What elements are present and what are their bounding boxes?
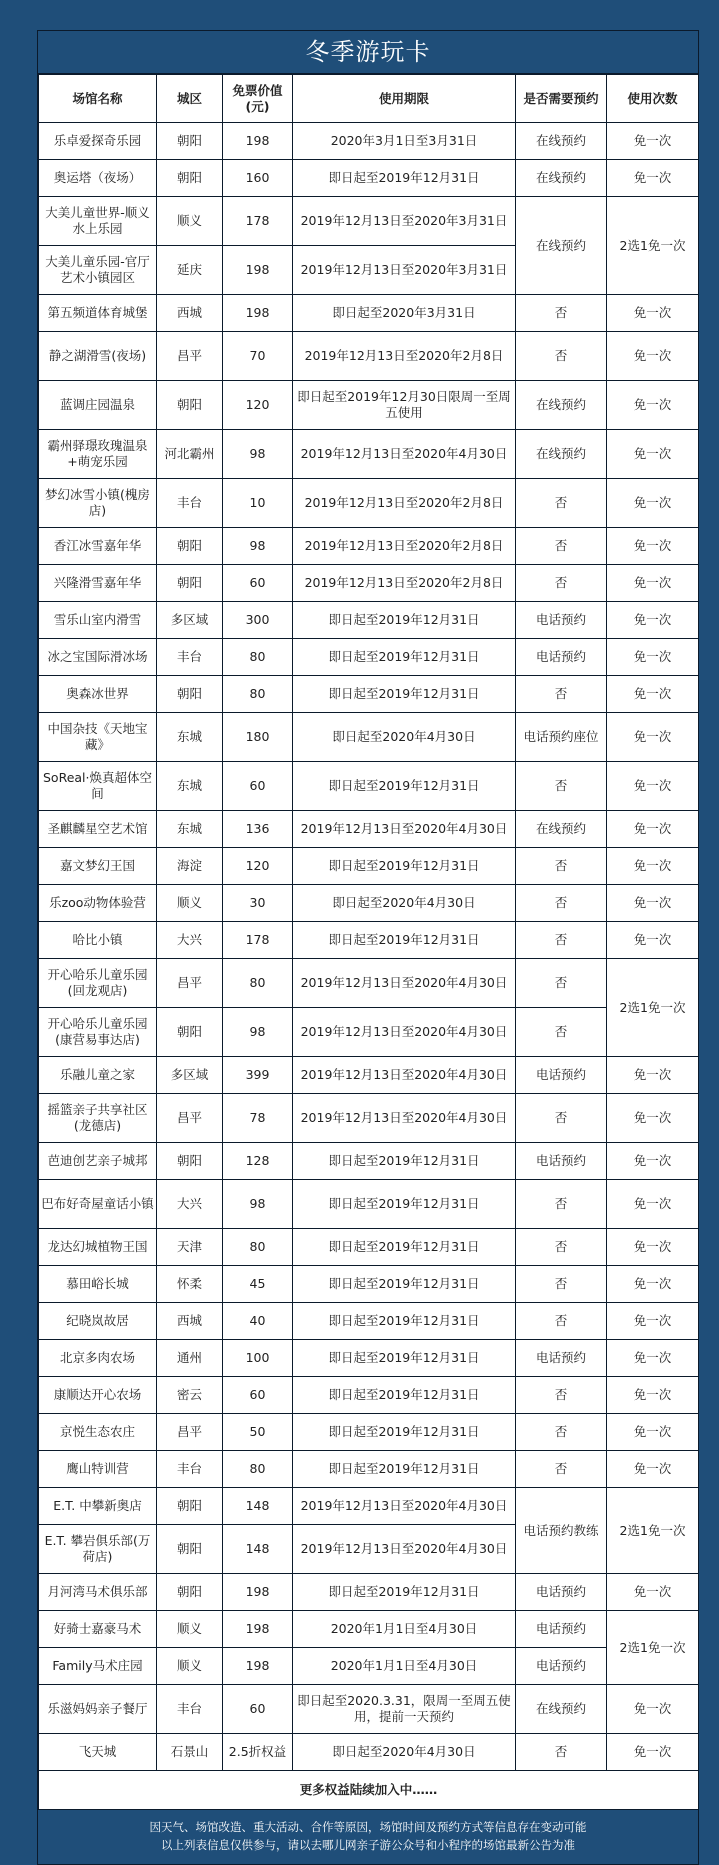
price-cell: 198 bbox=[223, 246, 293, 295]
usage-cell: 免一次 bbox=[607, 1180, 699, 1229]
booking-cell: 在线预约 bbox=[516, 381, 607, 430]
price-cell: 50 bbox=[223, 1414, 293, 1451]
table-row bbox=[39, 1685, 699, 1734]
district-cell: 丰台 bbox=[157, 1685, 223, 1734]
usage-cell: 免一次 bbox=[607, 565, 699, 602]
usage-cell: 免一次 bbox=[607, 922, 699, 959]
venue-name-cell: 月河湾马术俱乐部 bbox=[39, 1574, 157, 1611]
period-cell: 即日起至2019年12月31日 bbox=[293, 1377, 516, 1414]
district-cell: 河北霸州 bbox=[157, 430, 223, 479]
period-cell: 即日起至2019年12月31日 bbox=[293, 160, 516, 197]
usage-cell: 免一次 bbox=[607, 848, 699, 885]
district-cell: 朝阳 bbox=[157, 1488, 223, 1525]
venue-name-cell: 霸州驿璟玫瑰温泉+萌宠乐园 bbox=[39, 430, 157, 479]
venue-name-cell: 开心哈乐儿童乐园(回龙观店) bbox=[39, 959, 157, 1008]
venue-name-cell: 圣麒麟星空艺术馆 bbox=[39, 811, 157, 848]
usage-cell: 免一次 bbox=[607, 602, 699, 639]
venue-name-cell: 巴布好奇屋童话小镇 bbox=[39, 1180, 157, 1229]
district-cell: 朝阳 bbox=[157, 160, 223, 197]
period-cell: 即日起至2019年12月31日 bbox=[293, 1574, 516, 1611]
venue-name-cell: 北京多肉农场 bbox=[39, 1340, 157, 1377]
venue-name-cell: 乐卓爱探奇乐园 bbox=[39, 123, 157, 160]
district-cell: 顺义 bbox=[157, 197, 223, 246]
booking-cell: 否 bbox=[516, 1266, 607, 1303]
price-cell: 80 bbox=[223, 1451, 293, 1488]
price-cell: 80 bbox=[223, 1229, 293, 1266]
period-cell: 2019年12月13日至2020年2月8日 bbox=[293, 565, 516, 602]
booking-cell: 电话预约教练 bbox=[516, 1488, 607, 1574]
page-title: 冬季游玩卡 bbox=[38, 31, 698, 74]
district-cell: 西城 bbox=[157, 295, 223, 332]
price-cell: 60 bbox=[223, 1377, 293, 1414]
district-cell: 东城 bbox=[157, 713, 223, 762]
price-cell: 98 bbox=[223, 430, 293, 479]
table-row bbox=[39, 1266, 699, 1303]
district-cell: 密云 bbox=[157, 1377, 223, 1414]
price-cell: 198 bbox=[223, 1574, 293, 1611]
header-price-line2: (元) bbox=[245, 98, 270, 114]
price-cell: 40 bbox=[223, 1303, 293, 1340]
district-cell: 朝阳 bbox=[157, 1525, 223, 1574]
period-cell: 即日起至2019年12月31日 bbox=[293, 1180, 516, 1229]
table-row bbox=[39, 381, 699, 430]
district-cell: 丰台 bbox=[157, 479, 223, 528]
venue-name-cell: 开心哈乐儿童乐园(康营易事达店) bbox=[39, 1008, 157, 1057]
period-cell: 即日起至2019年12月31日 bbox=[293, 1303, 516, 1340]
more-row bbox=[39, 1771, 699, 1810]
header-usage: 使用次数 bbox=[607, 75, 699, 123]
usage-cell: 免一次 bbox=[607, 1734, 699, 1771]
venue-name-cell: 嘉文梦幻王国 bbox=[39, 848, 157, 885]
booking-cell: 否 bbox=[516, 922, 607, 959]
usage-cell: 免一次 bbox=[607, 332, 699, 381]
venue-name-cell: 飞天城 bbox=[39, 1734, 157, 1771]
venue-name-cell: E.T. 攀岩俱乐部(万荷店) bbox=[39, 1525, 157, 1574]
table-row bbox=[39, 1008, 699, 1057]
district-cell: 昌平 bbox=[157, 1414, 223, 1451]
district-cell: 朝阳 bbox=[157, 1143, 223, 1180]
usage-cell: 2选1免一次 bbox=[607, 1488, 699, 1574]
period-cell: 2019年12月13日至2020年2月8日 bbox=[293, 332, 516, 381]
usage-cell: 免一次 bbox=[607, 676, 699, 713]
district-cell: 丰台 bbox=[157, 639, 223, 676]
usage-cell: 免一次 bbox=[607, 639, 699, 676]
district-cell: 昌平 bbox=[157, 959, 223, 1008]
price-cell: 98 bbox=[223, 1008, 293, 1057]
usage-cell: 免一次 bbox=[607, 381, 699, 430]
price-cell: 10 bbox=[223, 479, 293, 528]
period-cell: 2019年12月13日至2020年4月30日 bbox=[293, 959, 516, 1008]
table-body bbox=[39, 123, 699, 1771]
table-row bbox=[39, 123, 699, 160]
booking-cell: 否 bbox=[516, 565, 607, 602]
table-row bbox=[39, 1451, 699, 1488]
usage-cell: 免一次 bbox=[607, 1057, 699, 1094]
table-row bbox=[39, 959, 699, 1008]
table-row bbox=[39, 1648, 699, 1685]
period-cell: 即日起至2020年4月30日 bbox=[293, 885, 516, 922]
price-cell: 148 bbox=[223, 1488, 293, 1525]
period-cell: 即日起至2019年12月31日 bbox=[293, 1340, 516, 1377]
venue-name-cell: 慕田峪长城 bbox=[39, 1266, 157, 1303]
venue-name-cell: 兴隆滑雪嘉年华 bbox=[39, 565, 157, 602]
venue-name-cell: 乐zoo动物体验营 bbox=[39, 885, 157, 922]
period-cell: 2019年12月13日至2020年4月30日 bbox=[293, 811, 516, 848]
price-cell: 178 bbox=[223, 197, 293, 246]
booking-cell: 电话预约 bbox=[516, 639, 607, 676]
price-cell: 120 bbox=[223, 381, 293, 430]
venue-name-cell: 哈比小镇 bbox=[39, 922, 157, 959]
district-cell: 大兴 bbox=[157, 1180, 223, 1229]
booking-cell: 电话预约 bbox=[516, 1340, 607, 1377]
table-row bbox=[39, 1057, 699, 1094]
venue-name-cell: E.T. 中攀新奥店 bbox=[39, 1488, 157, 1525]
period-cell: 即日起至2019年12月31日 bbox=[293, 639, 516, 676]
venue-name-cell: 大美儿童乐园-官厅艺术小镇园区 bbox=[39, 246, 157, 295]
period-cell: 即日起至2020年4月30日 bbox=[293, 713, 516, 762]
table-row bbox=[39, 197, 699, 246]
table-row bbox=[39, 332, 699, 381]
price-cell: 178 bbox=[223, 922, 293, 959]
usage-cell: 免一次 bbox=[607, 1143, 699, 1180]
usage-cell: 免一次 bbox=[607, 1685, 699, 1734]
period-cell: 即日起至2019年12月30日限周一至周五使用 bbox=[293, 381, 516, 430]
venue-name-cell: SoReal·焕真超体空间 bbox=[39, 762, 157, 811]
price-cell: 100 bbox=[223, 1340, 293, 1377]
booking-cell: 电话预约 bbox=[516, 1648, 607, 1685]
district-cell: 西城 bbox=[157, 1303, 223, 1340]
period-cell: 即日起至2020年3月31日 bbox=[293, 295, 516, 332]
district-cell: 丰台 bbox=[157, 1451, 223, 1488]
booking-cell: 电话预约 bbox=[516, 602, 607, 639]
price-cell: 70 bbox=[223, 332, 293, 381]
booking-cell: 在线预约 bbox=[516, 1685, 607, 1734]
usage-cell: 免一次 bbox=[607, 1094, 699, 1143]
usage-cell: 免一次 bbox=[607, 1229, 699, 1266]
table-row bbox=[39, 762, 699, 811]
venue-name-cell: 奥运塔（夜场） bbox=[39, 160, 157, 197]
period-cell: 2019年12月13日至2020年3月31日 bbox=[293, 246, 516, 295]
booking-cell: 否 bbox=[516, 885, 607, 922]
period-cell: 2019年12月13日至2020年4月30日 bbox=[293, 430, 516, 479]
usage-cell: 免一次 bbox=[607, 528, 699, 565]
venue-name-cell: Family马术庄园 bbox=[39, 1648, 157, 1685]
district-cell: 朝阳 bbox=[157, 123, 223, 160]
booking-cell: 否 bbox=[516, 762, 607, 811]
table-row bbox=[39, 1340, 699, 1377]
venue-name-cell: 香江冰雪嘉年华 bbox=[39, 528, 157, 565]
usage-cell: 2选1免一次 bbox=[607, 1611, 699, 1685]
booking-cell: 电话预约座位 bbox=[516, 713, 607, 762]
table-row bbox=[39, 639, 699, 676]
period-cell: 2019年12月13日至2020年4月30日 bbox=[293, 1525, 516, 1574]
table-row bbox=[39, 1414, 699, 1451]
venue-name-cell: 芭迪创艺亲子城邦 bbox=[39, 1143, 157, 1180]
booking-cell: 否 bbox=[516, 1377, 607, 1414]
price-cell: 80 bbox=[223, 676, 293, 713]
district-cell: 朝阳 bbox=[157, 1008, 223, 1057]
price-cell: 30 bbox=[223, 885, 293, 922]
booking-cell: 否 bbox=[516, 1734, 607, 1771]
district-cell: 昌平 bbox=[157, 1094, 223, 1143]
table-row bbox=[39, 528, 699, 565]
usage-cell: 免一次 bbox=[607, 295, 699, 332]
header-price-line1: 免票价值 bbox=[232, 82, 283, 98]
price-cell: 180 bbox=[223, 713, 293, 762]
table-row bbox=[39, 479, 699, 528]
price-cell: 198 bbox=[223, 123, 293, 160]
period-cell: 即日起至2019年12月31日 bbox=[293, 922, 516, 959]
district-cell: 朝阳 bbox=[157, 381, 223, 430]
booking-cell: 否 bbox=[516, 848, 607, 885]
usage-cell: 免一次 bbox=[607, 1266, 699, 1303]
price-cell: 198 bbox=[223, 1648, 293, 1685]
price-cell: 399 bbox=[223, 1057, 293, 1094]
district-cell: 朝阳 bbox=[157, 676, 223, 713]
usage-cell: 免一次 bbox=[607, 1377, 699, 1414]
price-cell: 80 bbox=[223, 639, 293, 676]
period-cell: 即日起至2020年4月30日 bbox=[293, 1734, 516, 1771]
table-row bbox=[39, 1229, 699, 1266]
district-cell: 顺义 bbox=[157, 885, 223, 922]
more-text: 更多权益陆续加入中…… bbox=[39, 1771, 699, 1810]
booking-cell: 在线预约 bbox=[516, 430, 607, 479]
usage-cell: 免一次 bbox=[607, 811, 699, 848]
venue-name-cell: 大美儿童世界-顺义水上乐园 bbox=[39, 197, 157, 246]
usage-cell: 免一次 bbox=[607, 1303, 699, 1340]
header-name: 场馆名称 bbox=[39, 75, 157, 123]
venue-name-cell: 中国杂技《天地宝藏》 bbox=[39, 713, 157, 762]
venue-name-cell: 京悦生态农庄 bbox=[39, 1414, 157, 1451]
period-cell: 2020年1月1日至4月30日 bbox=[293, 1648, 516, 1685]
booking-cell: 否 bbox=[516, 479, 607, 528]
period-cell: 2019年12月13日至2020年4月30日 bbox=[293, 1488, 516, 1525]
district-cell: 多区域 bbox=[157, 1057, 223, 1094]
price-cell: 98 bbox=[223, 528, 293, 565]
usage-cell: 免一次 bbox=[607, 1340, 699, 1377]
price-cell: 60 bbox=[223, 565, 293, 602]
usage-cell: 2选1免一次 bbox=[607, 197, 699, 295]
period-cell: 2020年1月1日至4月30日 bbox=[293, 1611, 516, 1648]
booking-cell: 否 bbox=[516, 1414, 607, 1451]
venue-name-cell: 第五频道体育城堡 bbox=[39, 295, 157, 332]
venue-name-cell: 乐滋妈妈亲子餐厅 bbox=[39, 1685, 157, 1734]
table-row bbox=[39, 1303, 699, 1340]
table-row bbox=[39, 565, 699, 602]
venue-name-cell: 纪晓岚故居 bbox=[39, 1303, 157, 1340]
usage-cell: 免一次 bbox=[607, 160, 699, 197]
usage-cell: 免一次 bbox=[607, 479, 699, 528]
venue-name-cell: 康顺达开心农场 bbox=[39, 1377, 157, 1414]
table-header-row bbox=[39, 75, 699, 123]
price-cell: 160 bbox=[223, 160, 293, 197]
district-cell: 朝阳 bbox=[157, 1574, 223, 1611]
table-row bbox=[39, 848, 699, 885]
usage-cell: 免一次 bbox=[607, 1414, 699, 1451]
period-cell: 2019年12月13日至2020年4月30日 bbox=[293, 1008, 516, 1057]
booking-cell: 否 bbox=[516, 528, 607, 565]
period-cell: 即日起至2019年12月31日 bbox=[293, 1414, 516, 1451]
header-period: 使用期限 bbox=[293, 75, 516, 123]
booking-cell: 电话预约 bbox=[516, 1143, 607, 1180]
header-district: 城区 bbox=[157, 75, 223, 123]
table-row bbox=[39, 885, 699, 922]
price-cell: 128 bbox=[223, 1143, 293, 1180]
venue-name-cell: 雪乐山室内滑雪 bbox=[39, 602, 157, 639]
venue-name-cell: 好骑士嘉豪马术 bbox=[39, 1611, 157, 1648]
period-cell: 2019年12月13日至2020年2月8日 bbox=[293, 528, 516, 565]
usage-cell: 免一次 bbox=[607, 713, 699, 762]
price-cell: 60 bbox=[223, 762, 293, 811]
booking-cell: 否 bbox=[516, 676, 607, 713]
period-cell: 即日起至2019年12月31日 bbox=[293, 1451, 516, 1488]
booking-cell: 否 bbox=[516, 332, 607, 381]
district-cell: 朝阳 bbox=[157, 565, 223, 602]
venue-table bbox=[38, 74, 699, 1810]
district-cell: 东城 bbox=[157, 811, 223, 848]
district-cell: 海淀 bbox=[157, 848, 223, 885]
venue-name-cell: 摇篮亲子共享社区(龙德店) bbox=[39, 1094, 157, 1143]
usage-cell: 2选1免一次 bbox=[607, 959, 699, 1057]
district-cell: 东城 bbox=[157, 762, 223, 811]
table-row bbox=[39, 1094, 699, 1143]
period-cell: 即日起至2019年12月31日 bbox=[293, 602, 516, 639]
period-cell: 2019年12月13日至2020年4月30日 bbox=[293, 1094, 516, 1143]
period-cell: 即日起至2019年12月31日 bbox=[293, 1266, 516, 1303]
price-cell: 60 bbox=[223, 1685, 293, 1734]
period-cell: 2020年3月1日至3月31日 bbox=[293, 123, 516, 160]
period-cell: 即日起至2019年12月31日 bbox=[293, 762, 516, 811]
price-cell: 2.5折权益 bbox=[223, 1734, 293, 1771]
price-cell: 198 bbox=[223, 295, 293, 332]
booking-cell: 否 bbox=[516, 295, 607, 332]
usage-cell: 免一次 bbox=[607, 123, 699, 160]
price-cell: 78 bbox=[223, 1094, 293, 1143]
usage-cell: 免一次 bbox=[607, 885, 699, 922]
district-cell: 延庆 bbox=[157, 246, 223, 295]
venue-name-cell: 蓝调庄园温泉 bbox=[39, 381, 157, 430]
table-row bbox=[39, 713, 699, 762]
booking-cell: 在线预约 bbox=[516, 197, 607, 295]
district-cell: 天津 bbox=[157, 1229, 223, 1266]
table-row bbox=[39, 1611, 699, 1648]
district-cell: 朝阳 bbox=[157, 528, 223, 565]
price-cell: 300 bbox=[223, 602, 293, 639]
period-cell: 即日起至2020.3.31，限周一至周五使用，提前一天预约 bbox=[293, 1685, 516, 1734]
table-row bbox=[39, 160, 699, 197]
table-row bbox=[39, 430, 699, 479]
price-cell: 120 bbox=[223, 848, 293, 885]
header-booking: 是否需要预约 bbox=[516, 75, 607, 123]
district-cell: 怀柔 bbox=[157, 1266, 223, 1303]
period-cell: 2019年12月13日至2020年4月30日 bbox=[293, 1057, 516, 1094]
district-cell: 昌平 bbox=[157, 332, 223, 381]
period-cell: 即日起至2019年12月31日 bbox=[293, 848, 516, 885]
booking-cell: 否 bbox=[516, 1008, 607, 1057]
venue-name-cell: 冰之宝国际滑冰场 bbox=[39, 639, 157, 676]
booking-cell: 否 bbox=[516, 959, 607, 1008]
footer-notice bbox=[38, 1810, 698, 1864]
price-cell: 98 bbox=[223, 1180, 293, 1229]
district-cell: 顺义 bbox=[157, 1648, 223, 1685]
price-cell: 80 bbox=[223, 959, 293, 1008]
venue-name-cell: 静之湖滑雪(夜场) bbox=[39, 332, 157, 381]
table-row bbox=[39, 1574, 699, 1611]
table-row bbox=[39, 1734, 699, 1771]
booking-cell: 否 bbox=[516, 1180, 607, 1229]
venue-name-cell: 鹰山特训营 bbox=[39, 1451, 157, 1488]
booking-cell: 在线预约 bbox=[516, 811, 607, 848]
price-cell: 45 bbox=[223, 1266, 293, 1303]
district-cell: 大兴 bbox=[157, 922, 223, 959]
venue-name-cell: 龙达幻城植物王国 bbox=[39, 1229, 157, 1266]
district-cell: 石景山 bbox=[157, 1734, 223, 1771]
footer-line-1: 因天气、场馆改造、重大活动、合作等原因，场馆时间及预约方式等信息存在变动可能 bbox=[149, 1820, 587, 1834]
usage-cell: 免一次 bbox=[607, 1451, 699, 1488]
venue-name-cell: 乐融儿童之家 bbox=[39, 1057, 157, 1094]
booking-cell: 在线预约 bbox=[516, 123, 607, 160]
period-cell: 2019年12月13日至2020年3月31日 bbox=[293, 197, 516, 246]
period-cell: 2019年12月13日至2020年2月8日 bbox=[293, 479, 516, 528]
booking-cell: 否 bbox=[516, 1303, 607, 1340]
district-cell: 通州 bbox=[157, 1340, 223, 1377]
booking-cell: 否 bbox=[516, 1094, 607, 1143]
venue-name-cell: 奥森冰世界 bbox=[39, 676, 157, 713]
booking-cell: 电话预约 bbox=[516, 1574, 607, 1611]
price-cell: 148 bbox=[223, 1525, 293, 1574]
table-row bbox=[39, 1143, 699, 1180]
table-row bbox=[39, 811, 699, 848]
usage-cell: 免一次 bbox=[607, 1574, 699, 1611]
header-price bbox=[223, 75, 293, 123]
venue-name-cell: 梦幻冰雪小镇(槐房店) bbox=[39, 479, 157, 528]
table-row bbox=[39, 1488, 699, 1525]
price-cell: 198 bbox=[223, 1611, 293, 1648]
period-cell: 即日起至2019年12月31日 bbox=[293, 676, 516, 713]
table-row bbox=[39, 1377, 699, 1414]
period-cell: 即日起至2019年12月31日 bbox=[293, 1229, 516, 1266]
booking-cell: 电话预约 bbox=[516, 1611, 607, 1648]
district-cell: 顺义 bbox=[157, 1611, 223, 1648]
usage-cell: 免一次 bbox=[607, 762, 699, 811]
table-row bbox=[39, 1180, 699, 1229]
period-cell: 即日起至2019年12月31日 bbox=[293, 1143, 516, 1180]
usage-cell: 免一次 bbox=[607, 430, 699, 479]
table-row bbox=[39, 602, 699, 639]
price-cell: 136 bbox=[223, 811, 293, 848]
table-row bbox=[39, 922, 699, 959]
table-row bbox=[39, 676, 699, 713]
booking-cell: 否 bbox=[516, 1229, 607, 1266]
booking-cell: 否 bbox=[516, 1451, 607, 1488]
district-cell: 多区域 bbox=[157, 602, 223, 639]
winter-pass-card bbox=[37, 30, 699, 1865]
footer-line-2: 以上列表信息仅供参与，请以去哪儿网亲子游公众号和小程序的场馆最新公告为准 bbox=[161, 1838, 575, 1852]
booking-cell: 在线预约 bbox=[516, 160, 607, 197]
table-row bbox=[39, 295, 699, 332]
booking-cell: 电话预约 bbox=[516, 1057, 607, 1094]
